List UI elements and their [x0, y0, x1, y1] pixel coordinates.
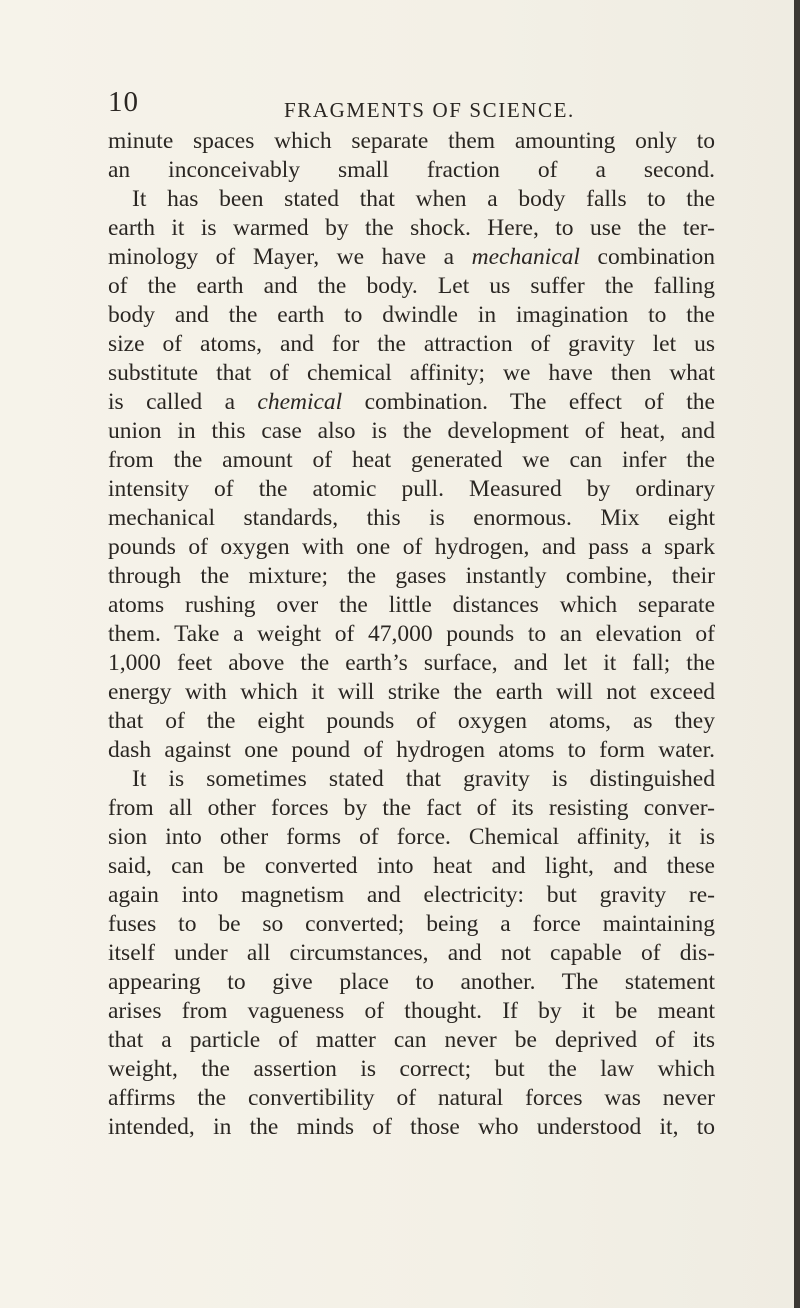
text-segment: size of atoms, and for the attraction of gravity let us	[108, 331, 715, 357]
text-segment: appearing to give place to another. The statement	[108, 969, 715, 995]
text-segment: It has been stated that when a body falls to the	[132, 186, 715, 212]
text-segment: them. Take a weight of 47,000 pounds to an elevation of	[108, 621, 715, 647]
text-line	[108, 707, 715, 736]
text-line	[108, 794, 715, 823]
text-segment: combination. The effect of the	[342, 389, 715, 415]
text-line	[108, 388, 715, 417]
text-line	[108, 939, 715, 968]
text-line	[108, 997, 715, 1026]
text-segment: again into magnetism and electricity: but gravity re-	[108, 882, 715, 908]
text-line	[108, 243, 715, 272]
text-line	[108, 1026, 715, 1055]
text-line	[108, 1055, 715, 1084]
text-segment: arises from vagueness of thought. If by it be meant	[108, 998, 715, 1024]
text-segment: sion into other forms of force. Chemical affinity, it is	[108, 824, 715, 850]
text-line	[108, 359, 715, 388]
text-line	[108, 446, 715, 475]
text-segment: affirms the convertibility of natural forces was never	[108, 1085, 715, 1111]
text-segment: 1,000 feet above the earth’s surface, and let it fall; the	[108, 650, 715, 676]
page-edge-shadow	[794, 0, 800, 1308]
text-segment: said, can be converted into heat and light, and these	[108, 853, 715, 879]
text-segment: atoms rushing over the little distances which separate	[108, 592, 715, 618]
text-line	[108, 475, 715, 504]
text-segment: minute spaces which separate them amounting only to	[108, 128, 715, 154]
text-segment: body and the earth to dwindle in imagination to the	[108, 302, 715, 328]
text-segment: itself under all circumstances, and not capable of dis-	[108, 940, 715, 966]
text-line	[108, 127, 715, 156]
text-line	[108, 156, 715, 185]
text-line	[108, 852, 715, 881]
text-line	[108, 214, 715, 243]
text-line	[108, 649, 715, 678]
text-line	[108, 417, 715, 446]
text-segment: minology of Mayer, we have a	[108, 244, 472, 270]
text-segment: substitute that of chemical affinity; we have then what	[108, 360, 715, 386]
text-line	[108, 620, 715, 649]
text-segment: an inconceivably small fraction of a second.	[108, 157, 715, 183]
text-line	[108, 881, 715, 910]
text-segment: earth it is warmed by the shock. Here, to use the ter-	[108, 215, 715, 241]
italic-term: mechanical	[471, 244, 580, 270]
text-line	[108, 533, 715, 562]
running-head	[108, 86, 720, 126]
text-segment: dash against one pound of hydrogen atoms to form water.	[108, 737, 715, 763]
text-line	[108, 272, 715, 301]
text-segment: It is sometimes stated that gravity is distinguished	[132, 766, 715, 792]
text-segment: that a particle of matter can never be deprived of its	[108, 1027, 715, 1053]
text-line	[108, 1113, 715, 1142]
text-segment: intensity of the atomic pull. Measured by ordinary	[108, 476, 715, 502]
text-line	[108, 910, 715, 939]
text-segment: fuses to be so converted; being a force maintaining	[108, 911, 715, 937]
text-line	[108, 504, 715, 533]
text-segment: of the earth and the body. Let us suffer the falling	[108, 273, 715, 299]
text-segment: pounds of oxygen with one of hydrogen, and pass a spark	[108, 534, 715, 560]
text-line	[108, 562, 715, 591]
page-number: 10	[108, 86, 139, 118]
text-line	[108, 736, 715, 765]
text-line	[108, 968, 715, 997]
text-segment: combination	[579, 244, 715, 270]
text-segment: weight, the assertion is correct; but the law which	[108, 1056, 715, 1082]
text-segment: through the mixture; the gases instantly combine, their	[108, 563, 715, 589]
text-line	[108, 1084, 715, 1113]
text-line	[108, 678, 715, 707]
text-segment: intended, in the minds of those who understood it, to	[108, 1114, 715, 1140]
text-line	[108, 823, 715, 852]
italic-term: chemical	[257, 389, 343, 415]
text-segment: that of the eight pounds of oxygen atoms, as they	[108, 708, 715, 734]
text-segment: from the amount of heat generated we can infer the	[108, 447, 715, 473]
text-segment: union in this case also is the development of heat, and	[108, 418, 715, 444]
text-line	[108, 765, 715, 794]
text-segment: from all other forces by the fact of its resisting conver-	[108, 795, 715, 821]
text-line	[108, 591, 715, 620]
text-line	[108, 301, 715, 330]
text-segment: energy with which it will strike the earth will not exceed	[108, 679, 715, 705]
running-title: FRAGMENTS OF SCIENCE.	[284, 98, 575, 122]
text-segment: mechanical standards, this is enormous. Mix eight	[108, 505, 715, 531]
text-line	[108, 185, 715, 214]
text-line	[108, 330, 715, 359]
body-text	[108, 127, 715, 1142]
text-segment: is called a	[108, 389, 258, 415]
